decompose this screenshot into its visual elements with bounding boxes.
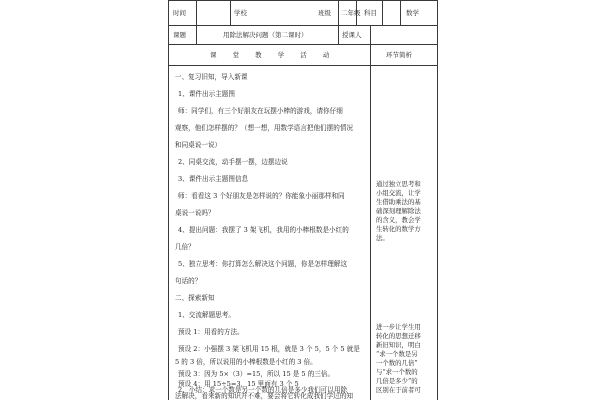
note-2-line: 区别在于前者可 <box>376 386 421 394</box>
activities-column-header: 课 堂 教 学 活 动 <box>210 51 337 59</box>
col-divider-e <box>382 0 383 25</box>
border-left <box>168 0 169 400</box>
body-line: 法解决，看来新的知识并不难，要会将它转化成我们学过的知 <box>175 392 354 400</box>
body-line: 观察，他们怎样摆的？（想一想，用数学语言把他们摆的情况 <box>175 124 354 132</box>
class-label: 班级 <box>318 9 331 17</box>
col-divider-f <box>400 0 401 25</box>
body-line: 句话的？ <box>175 277 202 285</box>
topic-value: 用除法解决问题（第二课时） <box>223 31 308 39</box>
row-divider-1 <box>168 25 438 26</box>
body-line: 桌说一说吗？ <box>175 209 215 217</box>
note-1-line: 通过独立思考和 <box>376 180 421 188</box>
body-line: 1、交流解题思考。 <box>178 311 235 319</box>
col-divider-b <box>230 0 231 25</box>
body-line: 师：同学们，有三个好朋友在玩摆小棒的游戏，请你仔细 <box>178 107 343 115</box>
subject-label: 科目 <box>364 9 377 17</box>
note-1-line: 小组交流，让学 <box>376 189 421 197</box>
note-2-line: 进一步让学生用 <box>376 323 421 331</box>
note-2-line: 与“求一个数的 <box>376 368 418 376</box>
body-line: 和同桌说一说） <box>175 141 222 149</box>
note-2-line: “求一个数是另 <box>376 350 418 358</box>
body-line: 几倍？ <box>175 243 195 251</box>
note-2-line: 新旧知识，明白 <box>376 341 421 349</box>
row-divider-2 <box>168 44 438 45</box>
body-line: 3、课件出示主题图信息 <box>178 175 249 183</box>
col-divider-notes <box>370 25 371 400</box>
body-line: 5 的 3 倍，所以说用的小棒根数是小红的 3 倍。 <box>175 358 317 366</box>
body-line: 4、提出问题：我摆了 3 架飞机，我用的小棒根数是小红的 <box>178 226 349 234</box>
class-value: 二年级 <box>341 9 361 17</box>
note-1-line: 的含义，教会学 <box>376 216 421 224</box>
note-1-line: 础深刻理解除法 <box>376 207 421 215</box>
body-line: 2、小结：求一个数是另一个数的几倍是多少我们可以用除 <box>178 386 348 394</box>
topic-label: 课题 <box>173 31 186 39</box>
subject-value: 数学 <box>406 9 419 17</box>
note-2-line: 转化的思想迁移 <box>376 332 421 340</box>
body-line: 预设 4：用 15÷5=3，15 里面有 3 个 5 <box>178 380 299 388</box>
body-line: 2、同桌交流，动手摆一摆，边摆边说 <box>178 158 288 166</box>
row-divider-3 <box>168 65 438 66</box>
time-label: 时间 <box>173 9 186 17</box>
body-line: 师：看看这 3 个好朋友是怎样说的？你能象小丽那样和同 <box>178 192 345 200</box>
note-2-line: 一个数的几倍” <box>376 359 418 367</box>
body-line: 二、探索新知 <box>175 294 215 302</box>
note-1-line: 生借助乘法的基 <box>376 198 421 206</box>
border-right <box>437 0 438 400</box>
body-line: 预设 2：小强摆 3 架飞机用 15 根，就是 3 个 5，5 个 5 就是 <box>178 345 360 353</box>
body-line: 5、独立思考：你打算怎么解决这个问题，你是怎样理解这 <box>178 260 348 268</box>
col-divider-c <box>338 0 339 44</box>
body-line: 预设 1：用看的方法。 <box>178 328 244 336</box>
body-line: 预设 3：因为 5×（3）=15，所以 15 是 5 的三倍。 <box>178 370 335 378</box>
col-divider-a <box>196 0 197 44</box>
notes-column-header: 环节简析 <box>386 51 412 59</box>
note-1-line: 生转化的数学方 <box>376 225 421 233</box>
body-line: 1、课件出示主题图 <box>178 90 235 98</box>
school-label: 学校 <box>234 9 247 17</box>
body-line: 一、复习旧知，导入新课 <box>175 73 248 81</box>
note-2-line: 几倍是多少”的 <box>376 377 418 385</box>
lesson-plan-sheet <box>168 0 438 400</box>
border-top <box>168 0 438 1</box>
note-1-line: 法。 <box>376 234 389 242</box>
lecturer-label: 授课人 <box>342 31 362 39</box>
